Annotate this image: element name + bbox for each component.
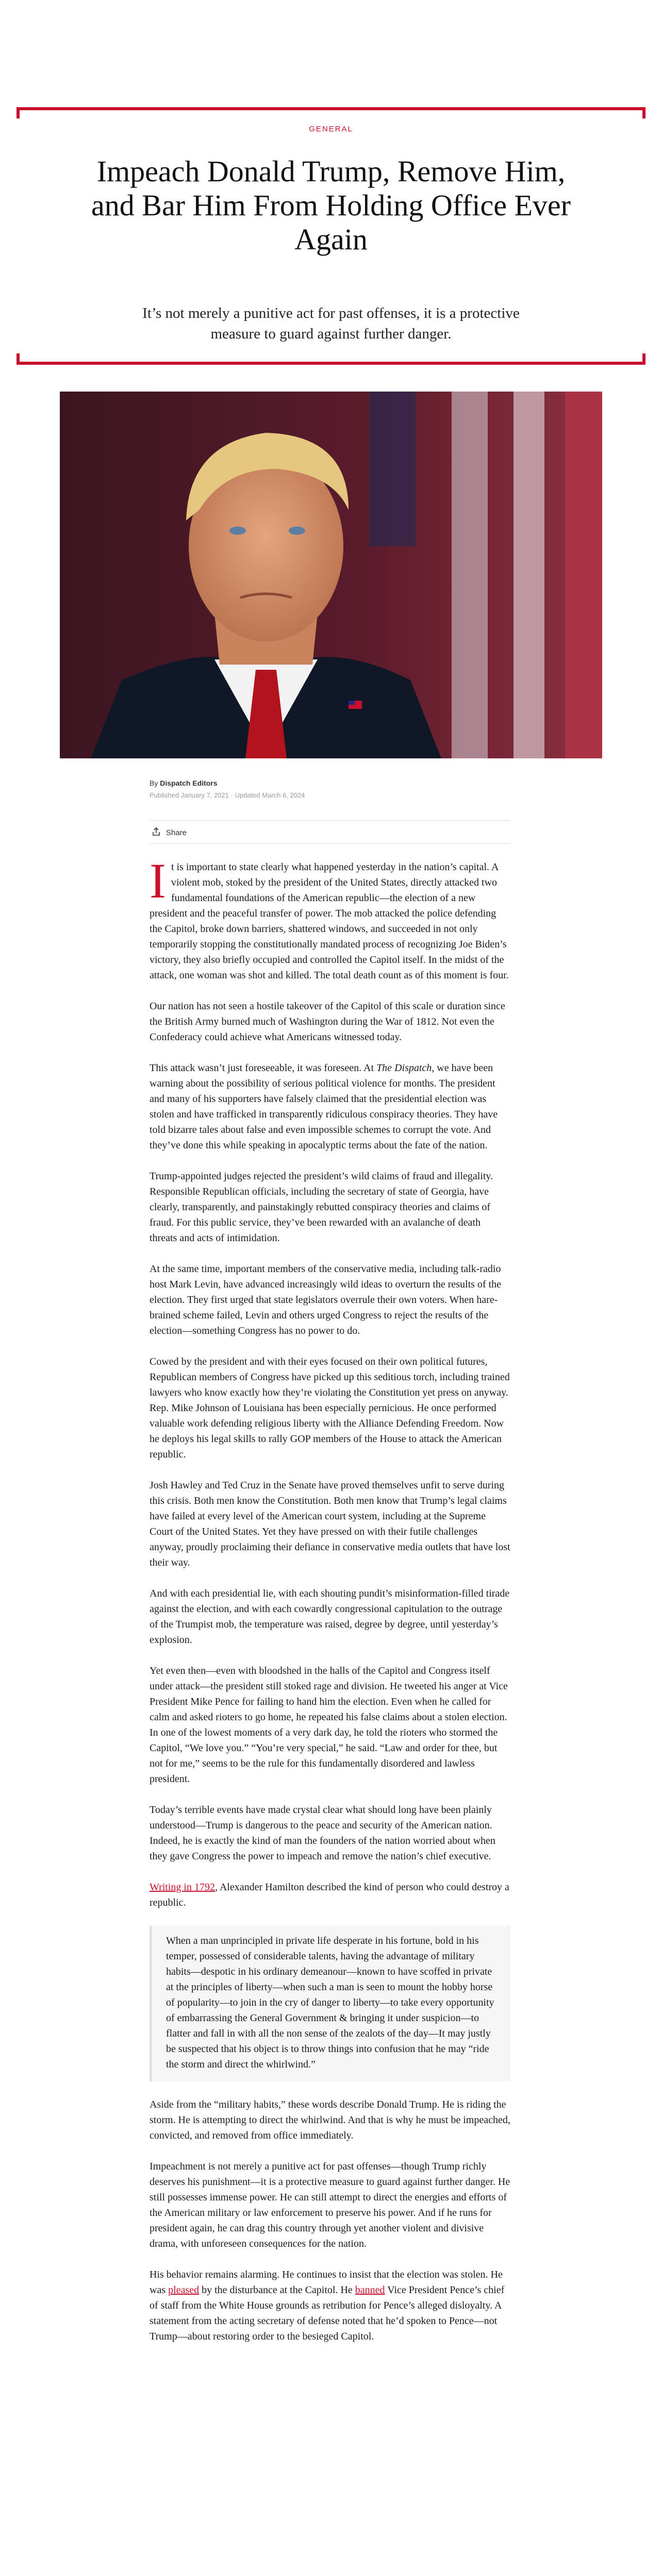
paragraph-text: Vice President Pence’s chief of staff from the White House grounds as retribution for Pence’s alleged disloyalty. A statement from the acting secretary of defense noted that he’d spoken to Pence—not Trump—about restoring order to the besieged Capitol.	[150, 2284, 505, 2342]
paragraph-13: Impeachment is not merely a punitive act for past offenses—though Trump richly deserves his punishment—it is a protective measure to guard against further danger. He still possesses immense power. He can still attempt to direct the energies and efforts of the American military or law enforcement to preserve his power. And if he runs for president again, he can drag this country through yet another violent and divisive drama, with unforeseen consequences for the nation.	[150, 2161, 510, 2249]
portrait-illustration	[60, 392, 602, 758]
share-icon	[152, 827, 161, 838]
paragraph-12: Aside from the “military habits,” these words describe Donald Trump. He is riding the storm. He is attempting to direct the whirlwind. And that is why he must be impeached, convicted, and removed from office immediately.	[150, 2099, 510, 2141]
hero-photo	[60, 392, 602, 758]
share-bar	[150, 820, 510, 844]
paragraph-7: Josh Hawley and Ted Cruz in the Senate have proved themselves unfit to serve during this crisis. Both men know the Constitution. Both men know that Trump’s legal claims have failed at every level of the American court system, including at the Supreme Court of the United States. Yet they have pressed on with their futile challenges anyway, proudly proclaiming their defiance in conservative media outlets that have lost their way.	[150, 1480, 510, 1568]
paragraph-10: Today’s terrible events have made crystal clear what should long have been plainly understood—Trump is dangerous to the peace and security of the American nation. Indeed, he is exactly the kind of man the founders of the nation worried about when they gave Congress the power to impeach and remove the nation’s chief executive.	[150, 1804, 495, 1862]
header-frame-bottom	[16, 353, 646, 365]
hamilton-link[interactable]: Writing in 1792	[150, 1882, 215, 1893]
paragraph-9: Yet even then—even with bloodshed in the halls of the Capitol and Congress itself under attack—the president still stoked rage and division. He tweeted his anger at Vice President Mike Pence for failing to hand him the election. Even when he called for calm and asked rioters to go home, he repeated his false claims about a stolen election. In one of the lowest moments of a very dark day, he told the rioters who stormed the Capitol, “We love you.” “You’re very special,” he said. “Law and order for thee, but not for me,” seems to be the rule for this fundamentally disordered and lawless president.	[150, 1665, 508, 1785]
paragraph-14	[150, 2267, 510, 2344]
author-link[interactable]: Dispatch Editors	[160, 779, 218, 787]
drop-cap: I	[150, 853, 166, 908]
paragraph-text: His behavior remains alarming. He continues to insist that the election was stolen. He was	[150, 2269, 503, 2296]
banned-link[interactable]: banned	[355, 2284, 385, 2296]
header-frame-top	[16, 107, 646, 118]
paragraph-6: Cowed by the president and with their eyes focused on their own political futures, Republican members of Congress have picked up this seditious torch, including trained lawyers who know exactly how they’re violating the Constitution yet press on anyway. Rep. Mike Johnson of Louisiana has been especially pernicious. He once performed valuable work defending religious liberty with the Alliance Defending Freedom. Now he deploys his legal skills to rally GOP members of the House to attack the American republic.	[150, 1356, 510, 1460]
paragraph-text: , we have been warning about the possibility of serious political violence for months. The president and many of his supporters have falsely claimed that the presidential election was stolen and have trafficked in transparently ridiculous conspiracy theories. They have told bizarre tales about false and even impossible schemes to corrupt the vote. And they’ve done this while speaking in apocalyptic terms about the fate of the nation.	[150, 1062, 498, 1151]
publication-name: The Dispatch	[376, 1062, 432, 1074]
paragraph-text: t is important to state clearly what happened yesterday in the nation’s capital. A violent mob, stoked by the president of the United States, directly attacked two fundamental foundations of the American republic—the election of a new president and the peaceful transfer of power. The mob attacked the police defending the Capitol, broke down barriers, shattered windows, and succeeded in not only temporarily stopping the constitutionally mandated process of recognizing Joe Biden’s victory, they also briefly occupied and controlled the Capitol itself. In the midst of the attack, one woman was shot and killed. The total death count as of this moment is four.	[150, 861, 509, 981]
paragraph-text: by the disturbance at the Capitol. He	[199, 2284, 355, 2296]
article-header	[16, 107, 646, 365]
paragraph-8: And with each presidential lie, with each shouting pundit’s misinformation-filled tirade against the election, and with each cowardly congressional capitulation to the outrage of the Trumpist mob, the temperature was raised, degree by degree, until yesterday’s explosion.	[150, 1588, 510, 1646]
paragraph-3	[150, 1060, 510, 1153]
share-label: Share	[166, 828, 187, 837]
article-body	[150, 853, 510, 2360]
paragraph-2: Our nation has not seen a hostile takeover of the Capitol of this scale or duration since the British Army burned much of Washington during the War of 1812. Not even the Confederacy could achieve what Americans witnessed today.	[150, 1001, 505, 1043]
paragraph-11	[150, 1879, 510, 1910]
by-prefix: By	[150, 779, 160, 787]
category-label[interactable]: GENERAL	[309, 125, 353, 133]
hamilton-quote: When a man unprincipled in private life desperate in his fortune, bold in his temper, possessed of considerable talents, having the advantage of military habits—despotic in his ordinary demeanour—known to have scoffed in private at the principles of liberty—when such a man is seen to mount the hobby horse of popularity—to join in the cry of danger to liberty—to take every opportunity of embarrassing the General Government & bringing it under suspicion—to flatter and fall in with all the non sense of the zealots of the day—It may justly be suspected that his object is to throw things into confusion that he may “ride the storm and direct the whirlwind.”	[150, 1926, 510, 2081]
publish-dates: Published January 7, 2021 · Updated March 6, 2024	[150, 791, 305, 799]
share-button[interactable]	[152, 827, 187, 838]
byline	[150, 779, 305, 799]
author-line	[150, 779, 305, 787]
paragraph-text: This attack wasn’t just foreseeable, it was foreseen. At	[150, 1062, 377, 1074]
paragraph-text: , Alexander Hamilton described the kind of person who could destroy a republic.	[150, 1882, 509, 1908]
pleased-link[interactable]: pleased	[168, 2284, 200, 2296]
article-dek: It’s not merely a punitive act for past offenses, it is a protective measure to guard against further danger.	[142, 305, 520, 342]
paragraph-1	[150, 853, 510, 983]
paragraph-5: At the same time, important members of the conservative media, including talk-radio host Mark Levin, have advanced increasingly wild ideas to overturn the results of the election. They first urged that state legislators overrule their own voters. When hare-brained scheme failed, Levin and others urged Congress to reject the results of the election—something Congress has no power to do.	[150, 1263, 502, 1336]
paragraph-4: Trump-appointed judges rejected the president’s wild claims of fraud and illegality. Responsible Republican officials, including the secretary of state of Georgia, have clearly, transparently, and painstakingly rebutted conspiracy theories and claims of fraud. For this public service, they’ve been rewarded with an avalanche of death threats and acts of intimidation.	[150, 1171, 493, 1244]
article-title: Impeach Donald Trump, Remove Him, and Bar Him From Holding Office Ever Again	[91, 155, 571, 256]
